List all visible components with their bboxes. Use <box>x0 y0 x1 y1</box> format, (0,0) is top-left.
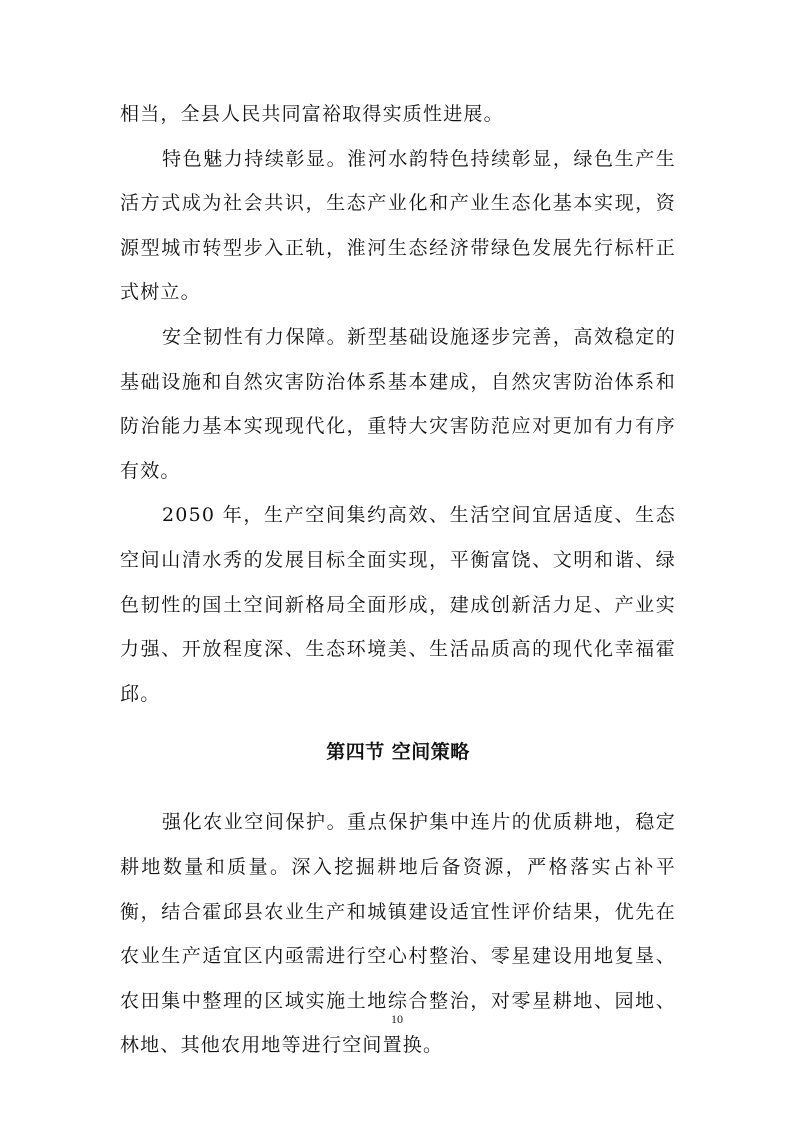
section-heading: 第四节 空间策略 <box>326 741 470 764</box>
page-number: 10 <box>391 1012 403 1026</box>
paragraph-safety-resilience: 安全韧性有力保障。新型基础设施逐步完善，高效稳定的基础设施和自然灾害防治体系基本建成，自然灾害防治体系和防治能力基本实现现代化，重特大灾害防范应对更加有力有序有效。 <box>120 325 676 482</box>
paragraph-continuation: 相当，全县人民共同富裕取得实质性进展。 <box>120 103 504 125</box>
document-body <box>120 92 676 1068</box>
paragraph-characteristic-charm: 特色魅力持续彰显。淮河水韵特色持续彰显，绿色生产生活方式成为社会共识，生态产业化和产业生态化基本实现，资源型城市转型步入正轨，淮河生态经济带绿色发展先行标杆正式树立。 <box>120 147 676 304</box>
paragraph-agricultural-space: 强化农业空间保护。重点保护集中连片的优质耕地，稳定耕地数量和质量。深入挖掘耕地后备资源，严格落实占补平衡，结合霍邱县农业生产和城镇建设适宜性评价结果，优先在农业生产适宜区内亟需进行空心村整治、零星建设用地复垦、农田集中整理的区域实施土地综合整治，对零星耕地、园地、林地、其他农用地等进行空间置换。 <box>120 811 676 1057</box>
paragraph-2050-goals: 2050 年，生产空间集约高效、生活空间宜居适度、生态空间山清水秀的发展目标全面实现，平衡富饶、文明和谐、绿色韧性的国土空间新格局全面形成，建成创新活力足、产业实力强、开放程度深、生态环境美、生活品质高的现代化幸福霍邱。 <box>120 504 676 705</box>
